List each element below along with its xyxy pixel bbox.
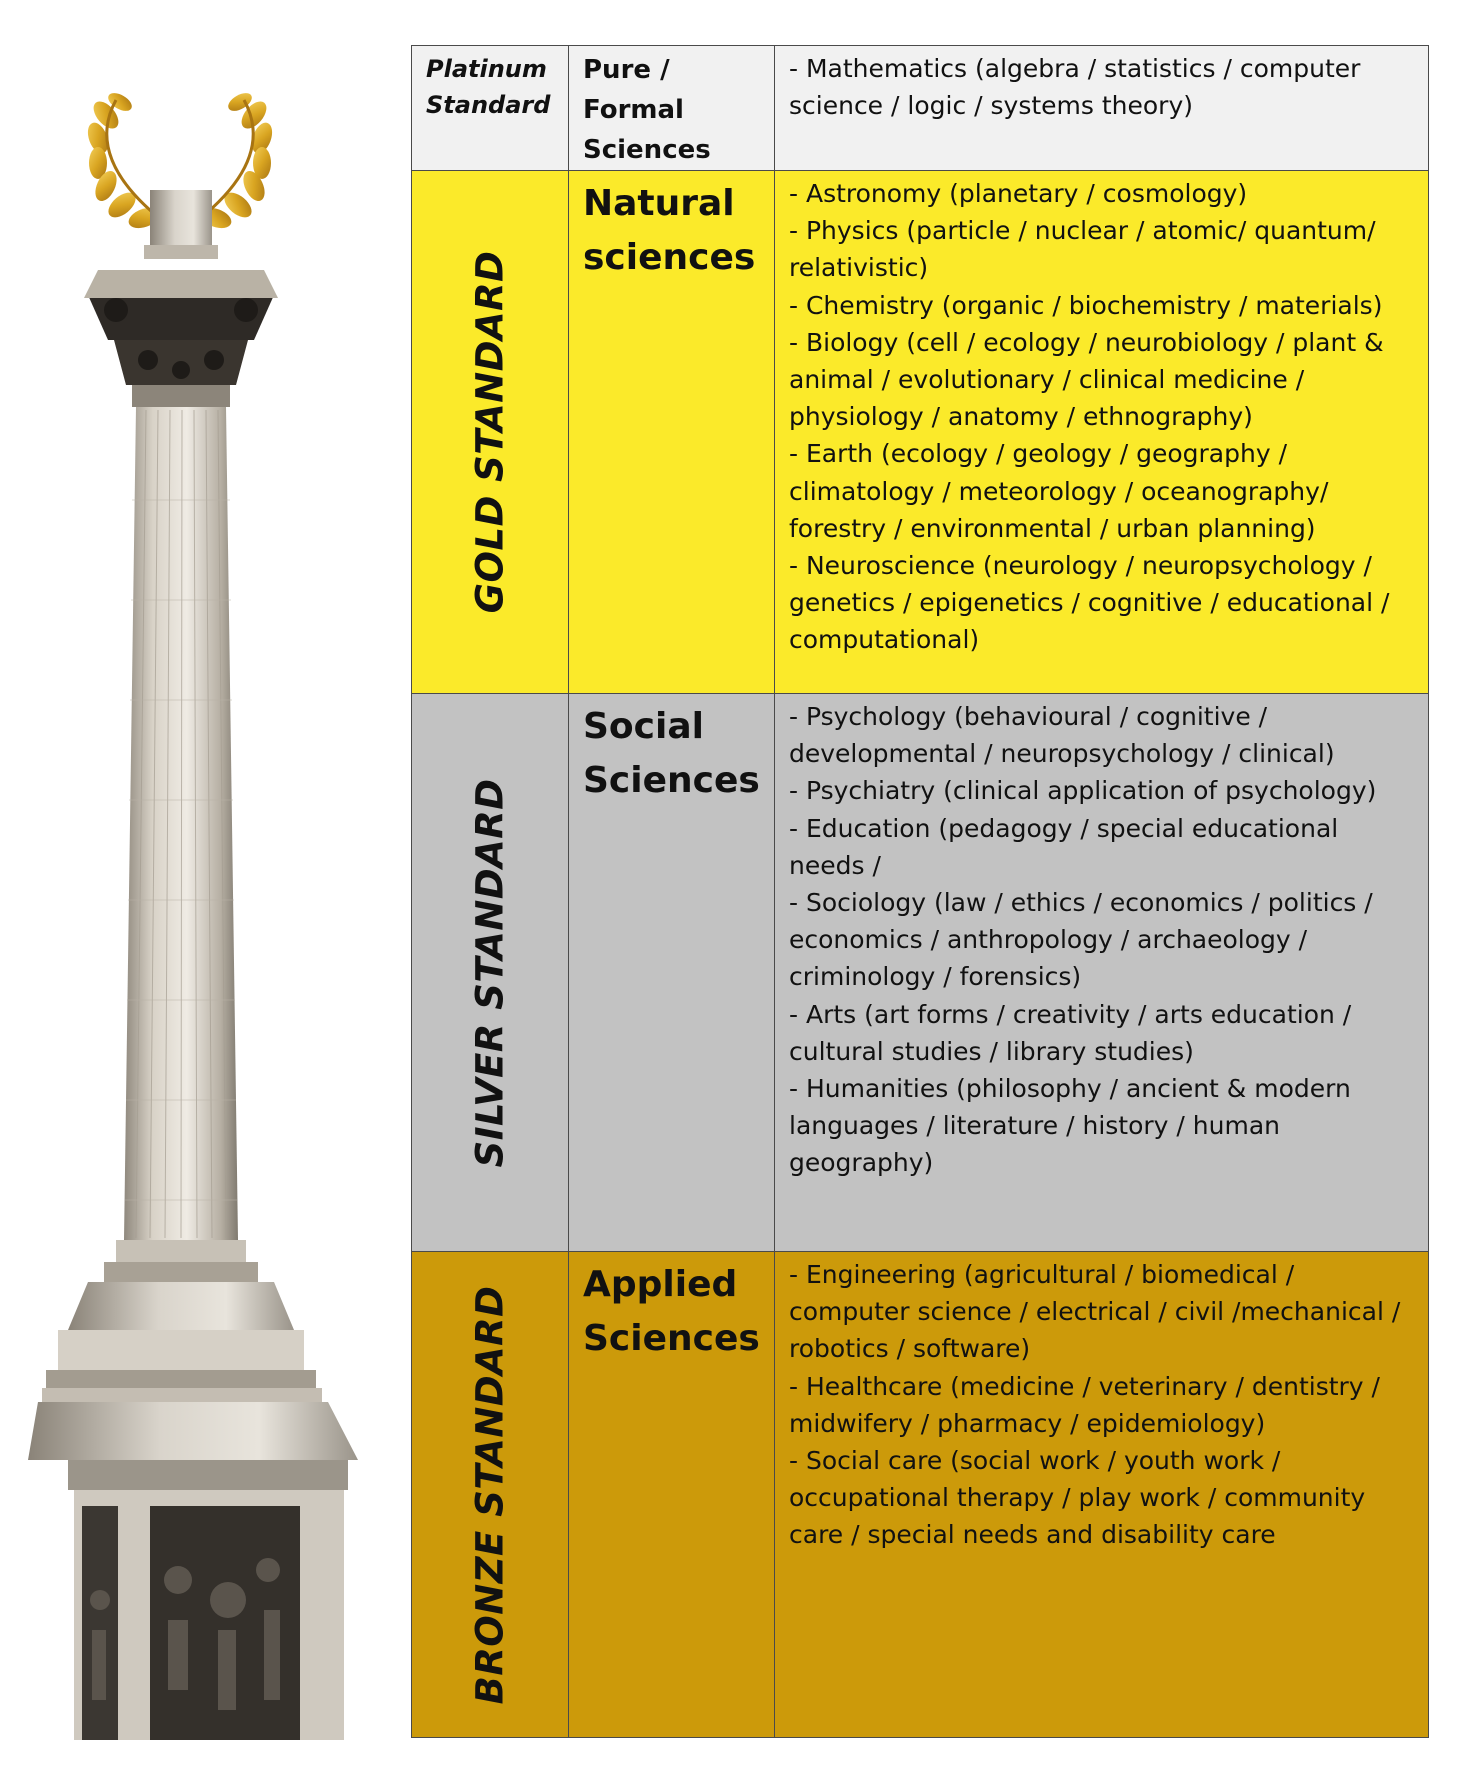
platinum-category-cell: [569, 46, 775, 171]
gold-items-cell: [775, 171, 1429, 694]
row-silver: [412, 694, 1429, 1252]
column-illustration: [28, 40, 408, 1740]
bronze-category-cell: [569, 1252, 775, 1738]
row-bronze: [412, 1252, 1429, 1738]
platinum-standard-label: Platinum Standard: [426, 55, 551, 119]
platinum-label-cell: [412, 46, 569, 171]
platinum-items-cell: [775, 46, 1429, 171]
item-biology: - Biology (cell / ecology / neurobiology / plant & animal / evolutionary / clinical medicine / physiology / anatomy / ethnography): [789, 327, 1384, 432]
bronze-standard-label: BRONZE STANDARD: [468, 1285, 512, 1704]
item-psychiatry: - Psychiatry (clinical application of psychology): [789, 776, 1377, 806]
item-humanities: - Humanities (philosophy / ancient & modern languages / literature / history / human geography): [789, 1074, 1351, 1178]
bronze-label-cell: [412, 1252, 569, 1738]
gold-standard-label: GOLD STANDARD: [468, 250, 512, 614]
gold-category-cell: [569, 171, 775, 694]
item-education: - Education (pedagogy / special educational needs /: [789, 813, 1339, 880]
silver-category: Social Sciences: [583, 706, 760, 801]
item-healthcare: - Healthcare (medicine / veterinary / dentistry / midwifery / pharmacy / epidemiology): [789, 1371, 1380, 1438]
silver-items-cell: [775, 694, 1429, 1252]
bronze-items-cell: [775, 1252, 1429, 1738]
item-astronomy: - Astronomy (planetary / cosmology): [789, 179, 1248, 208]
item-neuroscience: - Neuroscience (neurology / neuropsychology / genetics / epigenetics / cognitive / educational / computational): [789, 551, 1390, 655]
platinum-category: Pure / Formal Sciences: [583, 55, 711, 165]
item-psychology: - Psychology (behavioural / cognitive / developmental / neuropsychology / clinical): [789, 702, 1335, 769]
item-earth: - Earth (ecology / geology / geography / climatology / meteorology / oceanography/ forestry / environmental / urban planning): [789, 439, 1329, 543]
gold-category: Natural sciences: [583, 183, 756, 278]
standards-table: [411, 45, 1429, 1738]
silver-label-cell: [412, 694, 569, 1252]
row-gold: [412, 171, 1429, 694]
silver-standard-label: SILVER STANDARD: [468, 778, 512, 1167]
row-platinum: [412, 46, 1429, 171]
item-physics: - Physics (particle / nuclear / atomic/ quantum/ relativistic): [789, 216, 1376, 283]
item-chemistry: - Chemistry (organic / biochemistry / materials): [789, 290, 1383, 320]
bronze-category: Applied Sciences: [583, 1264, 760, 1359]
item-sociology: - Sociology (law / ethics / economics / politics / economics / anthropology / archaeology / criminology / forensics): [789, 888, 1373, 992]
item-mathematics: - Mathematics (algebra / statistics / computer science / logic / systems theory): [789, 54, 1361, 121]
item-engineering: - Engineering (agricultural / biomedical / computer science / electrical / civil /mechanical / robotics / software): [789, 1260, 1401, 1364]
item-arts: - Arts (art forms / creativity / arts education / cultural studies / library studies): [789, 999, 1352, 1066]
gold-label-cell: [412, 171, 569, 694]
item-social-care: - Social care (social work / youth work / occupational therapy / play work / community care / special needs and disability care: [789, 1446, 1366, 1550]
silver-category-cell: [569, 694, 775, 1252]
